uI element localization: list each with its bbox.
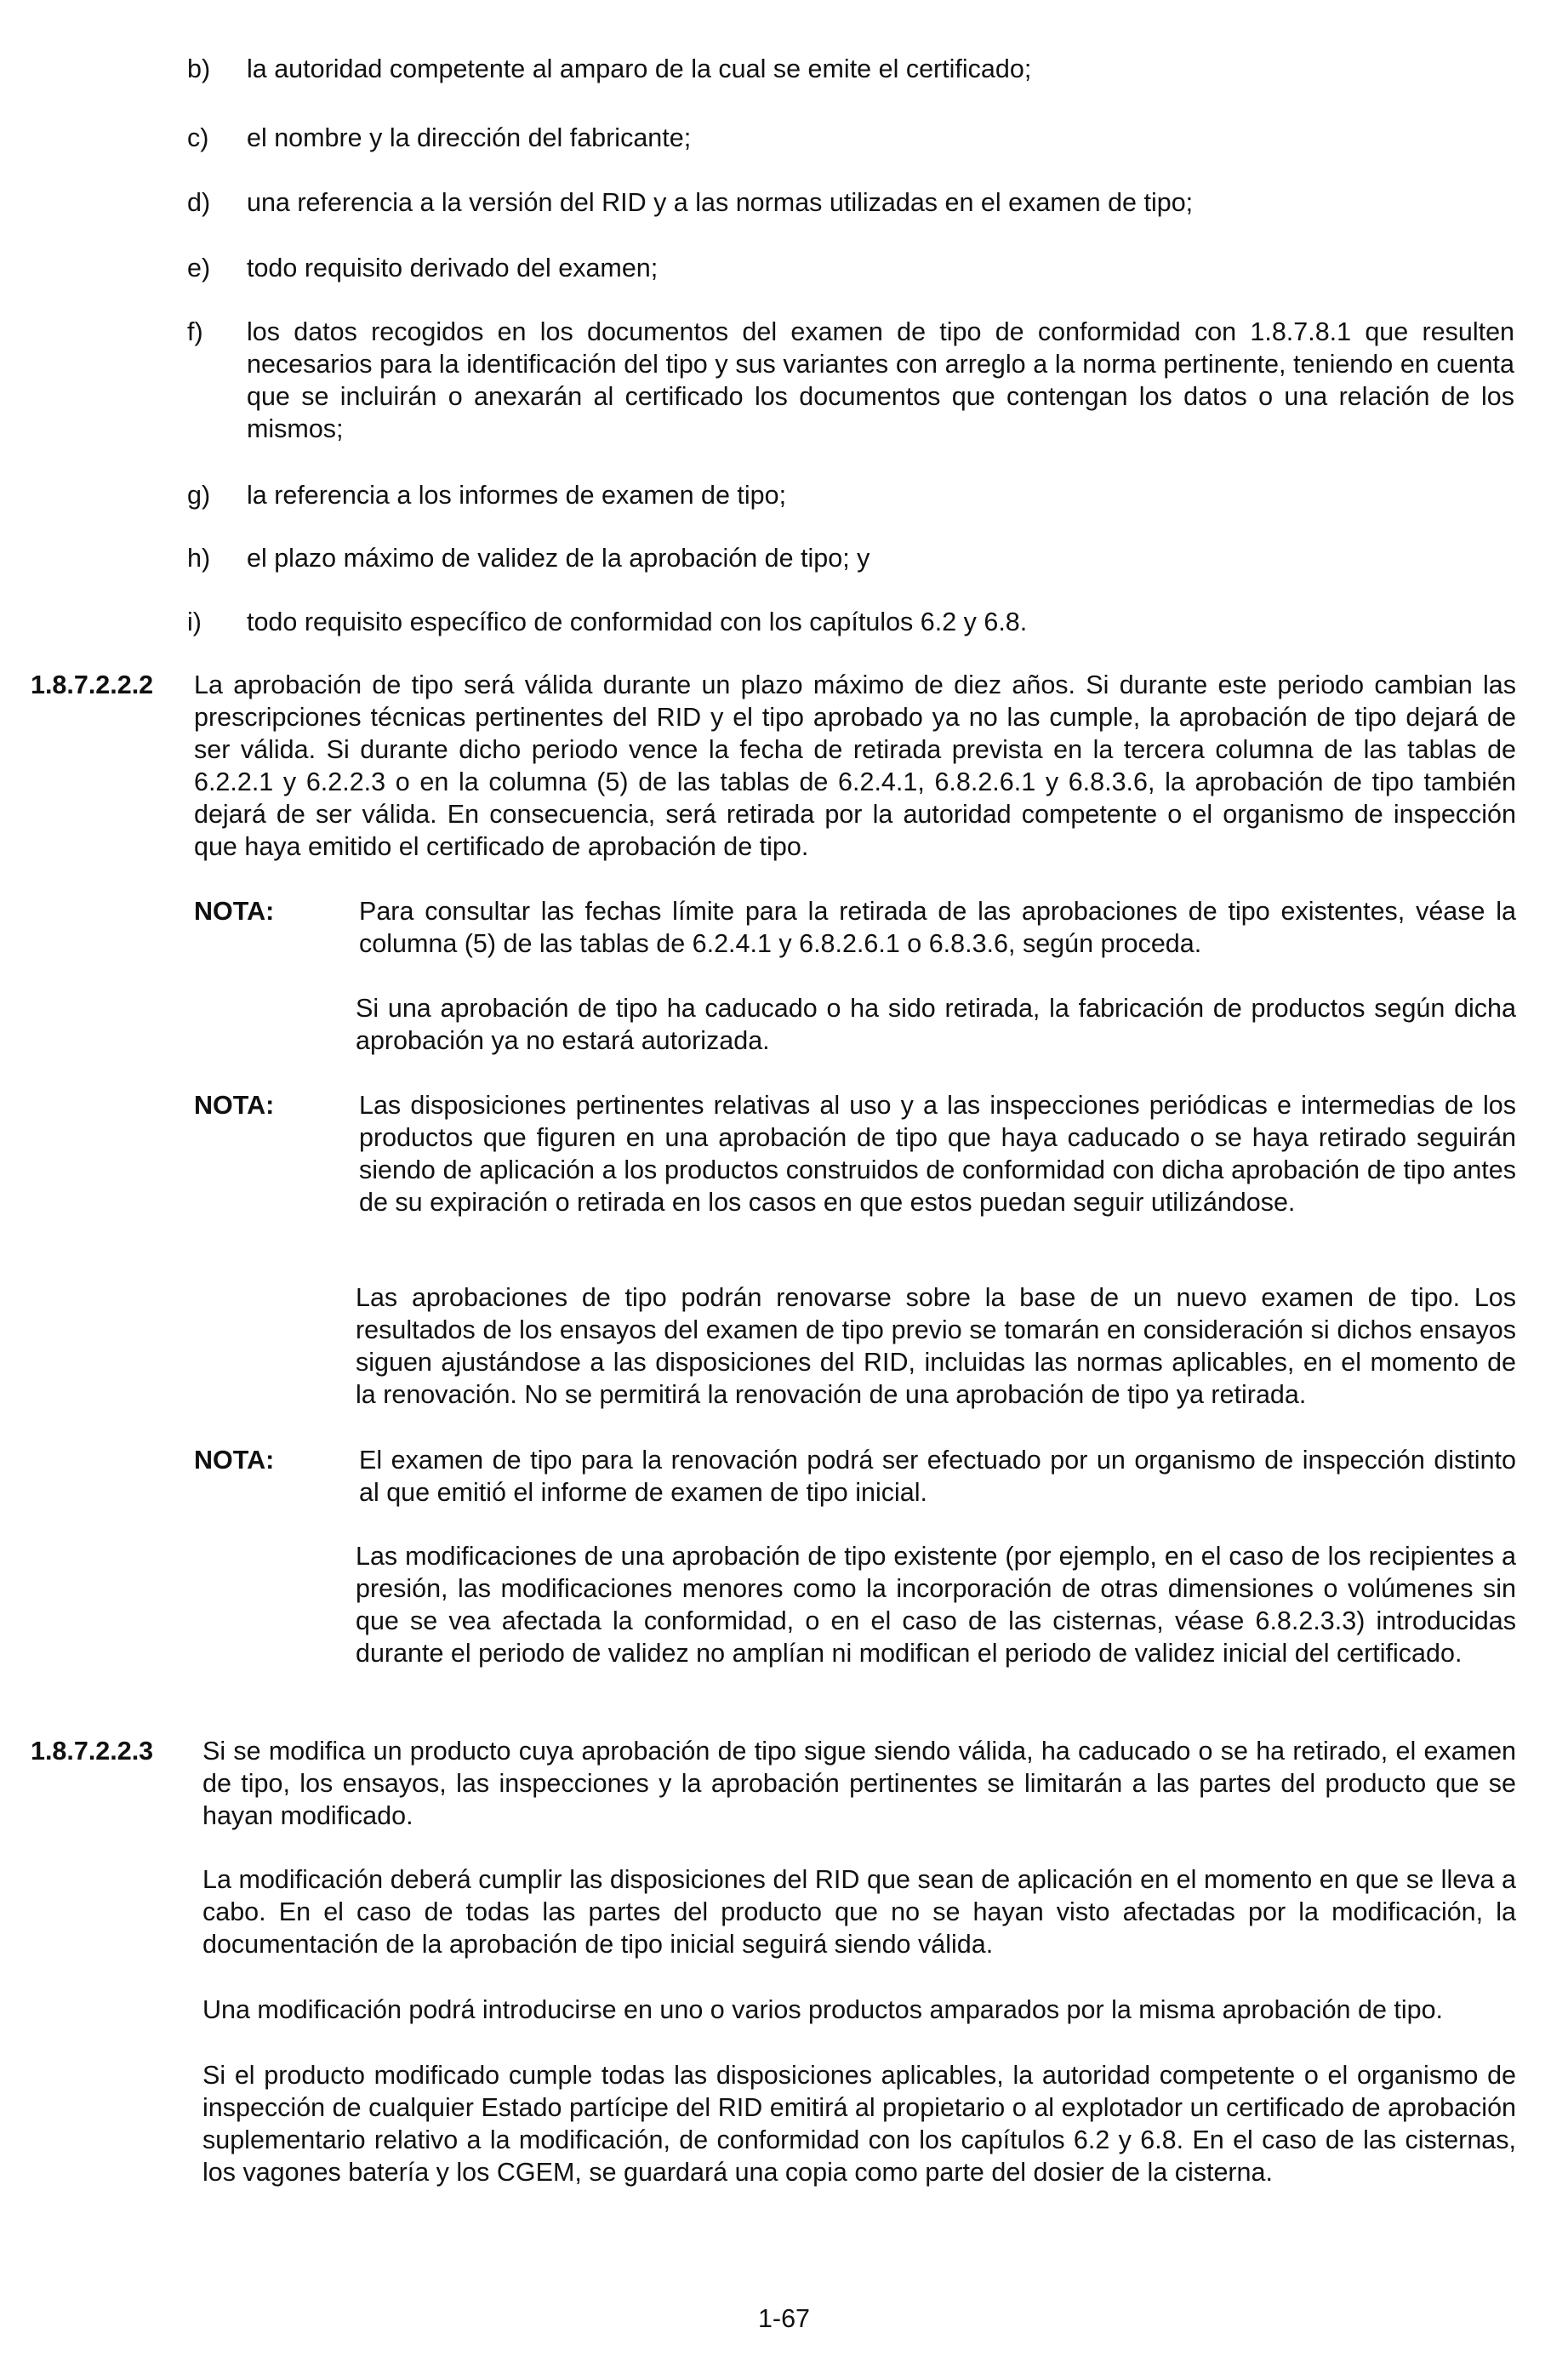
list-item-label: g): [187, 481, 211, 510]
list-item-text: la referencia a los informes de examen de tipo;: [247, 481, 787, 510]
note-label: NOTA:: [194, 1091, 275, 1120]
list-item-label: b): [187, 54, 211, 83]
section-number: 1.8.7.2.2.2: [31, 670, 154, 699]
note-label: NOTA:: [194, 897, 275, 926]
section-paragraph: Una modificación podrá introducirse en uno o varios productos amparados por la misma aprobación de tipo.: [202, 1995, 1444, 2024]
list-item-text: el nombre y la dirección del fabricante;: [247, 123, 692, 152]
note-paragraph: Las aprobaciones de tipo podrán renovarse sobre la base de un nuevo examen de tipo. Los resultados de los ensayos del examen de tipo previo se tomarán en consideración si dichos ensayos siguen ajustándose a las disposiciones del RID, incluidas las normas aplicables, en el momento de la renovación. No se permitirá la renovación de una aprobación de tipo ya retirada.: [356, 1283, 1516, 1409]
list-item-label: d): [187, 188, 211, 217]
list-item-label: e): [187, 254, 211, 282]
section-paragraph: Si el producto modificado cumple todas las disposiciones aplicables, la autoridad competente o el organismo de inspección de cualquier Estado partícipe del RID emitirá al propietario o al explotador un certificado de aprobación suplementario relativo a la modificación, de conformidad con los capítulos 6.2 y 6.8. En el caso de las cisternas, los vagones batería y los CGEM, se guardará una copia como parte del dosier de la cisterna.: [202, 2061, 1516, 2187]
note-paragraph: Si una aprobación de tipo ha caducado o ha sido retirada, la fabricación de productos según dicha aprobación ya no estará autorizada.: [356, 994, 1516, 1055]
section-paragraph: La aprobación de tipo será válida durante un plazo máximo de diez años. Si durante este periodo cambian las prescripciones técnicas pertinentes del RID y el tipo aprobado ya no las cumple, la aprobación de tipo dejará de ser válida. Si durante dicho periodo vence la fecha de retirada prevista en la tercera columna de las tablas de 6.2.2.1 y 6.2.2.3 o en la columna (5) de las tablas de 6.2.4.1, 6.8.2.6.1 y 6.8.3.6, la aprobación de tipo también dejará de ser válida. En consecuencia, será retirada por la autoridad competente o el organismo de inspección que haya emitido el certificado de aprobación de tipo.: [194, 670, 1516, 861]
list-item-text: la autoridad competente al amparo de la cual se emite el certificado;: [247, 54, 1032, 83]
note-text: El examen de tipo para la renovación podrá ser efectuado por un organismo de inspección distinto al que emitió el informe de examen de tipo inicial.: [359, 1446, 1516, 1507]
page-number: 1-67: [757, 2304, 811, 2333]
list-item-text: una referencia a la versión del RID y a las normas utilizadas en el examen de tipo;: [247, 188, 1194, 217]
list-item-label: f): [187, 317, 203, 346]
note-text: Las disposiciones pertinentes relativas al uso y a las inspecciones periódicas e intermedias de los productos que figuren en una aprobación de tipo que haya caducado o se haya retirado seguirán siendo de aplicación a los productos construidos de conformidad con dicha aprobación de tipo antes de su expiración o retirada en los casos en que estos puedan seguir utilizándose.: [359, 1091, 1516, 1217]
list-item-label: i): [187, 608, 202, 636]
list-item-label: h): [187, 544, 211, 573]
list-item-text: los datos recogidos en los documentos del examen de tipo de conformidad con 1.8.7.8.1 que resulten necesarios para la identificación del tipo y sus variantes con arreglo a la norma pertinente, teniendo en cuenta que se incluirán o anexarán al certificado los documentos que contengan los datos o una relación de los mismos;: [247, 317, 1514, 443]
note-paragraph: Las modificaciones de una aprobación de tipo existente (por ejemplo, en el caso de los recipientes a presión, las modificaciones menores como la incorporación de otras dimensiones o volúmenes sin que se vea afectada la conformidad, o en el caso de las cisternas, véase 6.8.2.3.3) introducidas durante el periodo de validez no amplían ni modifican el periodo de validez inicial del certificado.: [356, 1542, 1516, 1668]
list-item-text: todo requisito específico de conformidad con los capítulos 6.2 y 6.8.: [247, 608, 1028, 636]
list-item-text: el plazo máximo de validez de la aprobación de tipo; y: [247, 544, 870, 573]
note-text: Para consultar las fechas límite para la retirada de las aprobaciones de tipo existentes, véase la columna (5) de las tablas de 6.2.4.1 y 6.8.2.6.1 o 6.8.3.6, según proceda.: [359, 897, 1516, 958]
note-label: NOTA:: [194, 1446, 275, 1475]
section-number: 1.8.7.2.2.3: [31, 1737, 154, 1766]
list-item-label: c): [187, 123, 209, 152]
section-paragraph: La modificación deberá cumplir las disposiciones del RID que sean de aplicación en el momento en que se lleva a cabo. En el caso de todas las partes del producto que no se hayan visto afectadas por la modificación, la documentación de la aprobación de tipo inicial seguirá siendo válida.: [202, 1865, 1516, 1959]
section-paragraph: Si se modifica un producto cuya aprobación de tipo sigue siendo válida, ha caducado o se ha retirado, el examen de tipo, los ensayos, las inspecciones y la aprobación pertinentes se limitarán a las partes del producto que se hayan modificado.: [202, 1737, 1516, 1830]
list-item-text: todo requisito derivado del examen;: [247, 254, 659, 282]
